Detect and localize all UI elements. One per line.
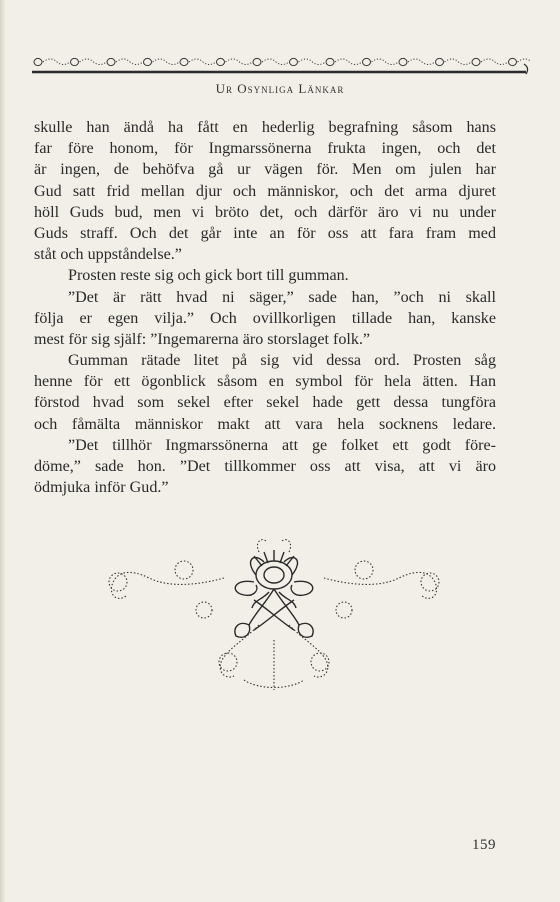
- text-line: Prosten reste sig och gick bort till gumman.: [68, 267, 349, 285]
- running-head: Ur Osynliga Länkar: [215, 81, 345, 96]
- decorative-top-border: [30, 52, 530, 82]
- text-line: skulle han ändå ha fått en hederlig begrafning såsom hans: [34, 119, 496, 136]
- text-line: ståt och uppståndelse.”: [34, 246, 182, 264]
- text-line: Guds straff. Och det går inte an för oss att fara fram med: [34, 224, 496, 242]
- text-line: Gumman rätade litet på sig vid dessa ord. Prosten såg: [68, 352, 496, 370]
- text-line: förstod hvad som sekel efter sekel hade gett dessa tungföra: [34, 394, 496, 412]
- text-line: höll Guds bud, men vi bröto det, och därför äro vi nu under: [34, 203, 496, 221]
- text-line: mest för sig själf: ”Ingemarerna äro storslaget folk.”: [34, 330, 371, 348]
- floral-tailpiece-ornament: [104, 530, 444, 700]
- text-line: är ingen, de behöfva gå ur vägen för. Men om julen har: [34, 161, 496, 179]
- page-number: 159: [472, 837, 496, 853]
- text-line: och fåmälta människor makt att vara hela socknens ledare.: [34, 415, 496, 433]
- text-line: ”Det är rätt hvad ni säger,” sade han, ”och ni skall: [68, 288, 496, 306]
- text-line: henne för ett ögonblick såsom en symbol för hela ätten. Han: [34, 373, 496, 391]
- binding-edge: [0, 0, 6, 902]
- text-line: ödmjuka inför Gud.”: [34, 479, 169, 497]
- body-text: [34, 117, 496, 498]
- text-line: följa er egen vilja.” Och ovillkorligen tillade han, kanske: [34, 309, 496, 327]
- text-line: ”Det tillhör Ingmarssönerna att ge folket ett godt före-: [68, 436, 496, 454]
- text-line: far före honom, för Ingmarssönerna frukta ingen, och det: [34, 140, 496, 158]
- text-line: döme,” sade hon. ”Det tillkommer oss att visa, att vi äro: [34, 458, 496, 475]
- text-line: Gud satt frid mellan djur och människor, och det arma djuret: [34, 182, 496, 200]
